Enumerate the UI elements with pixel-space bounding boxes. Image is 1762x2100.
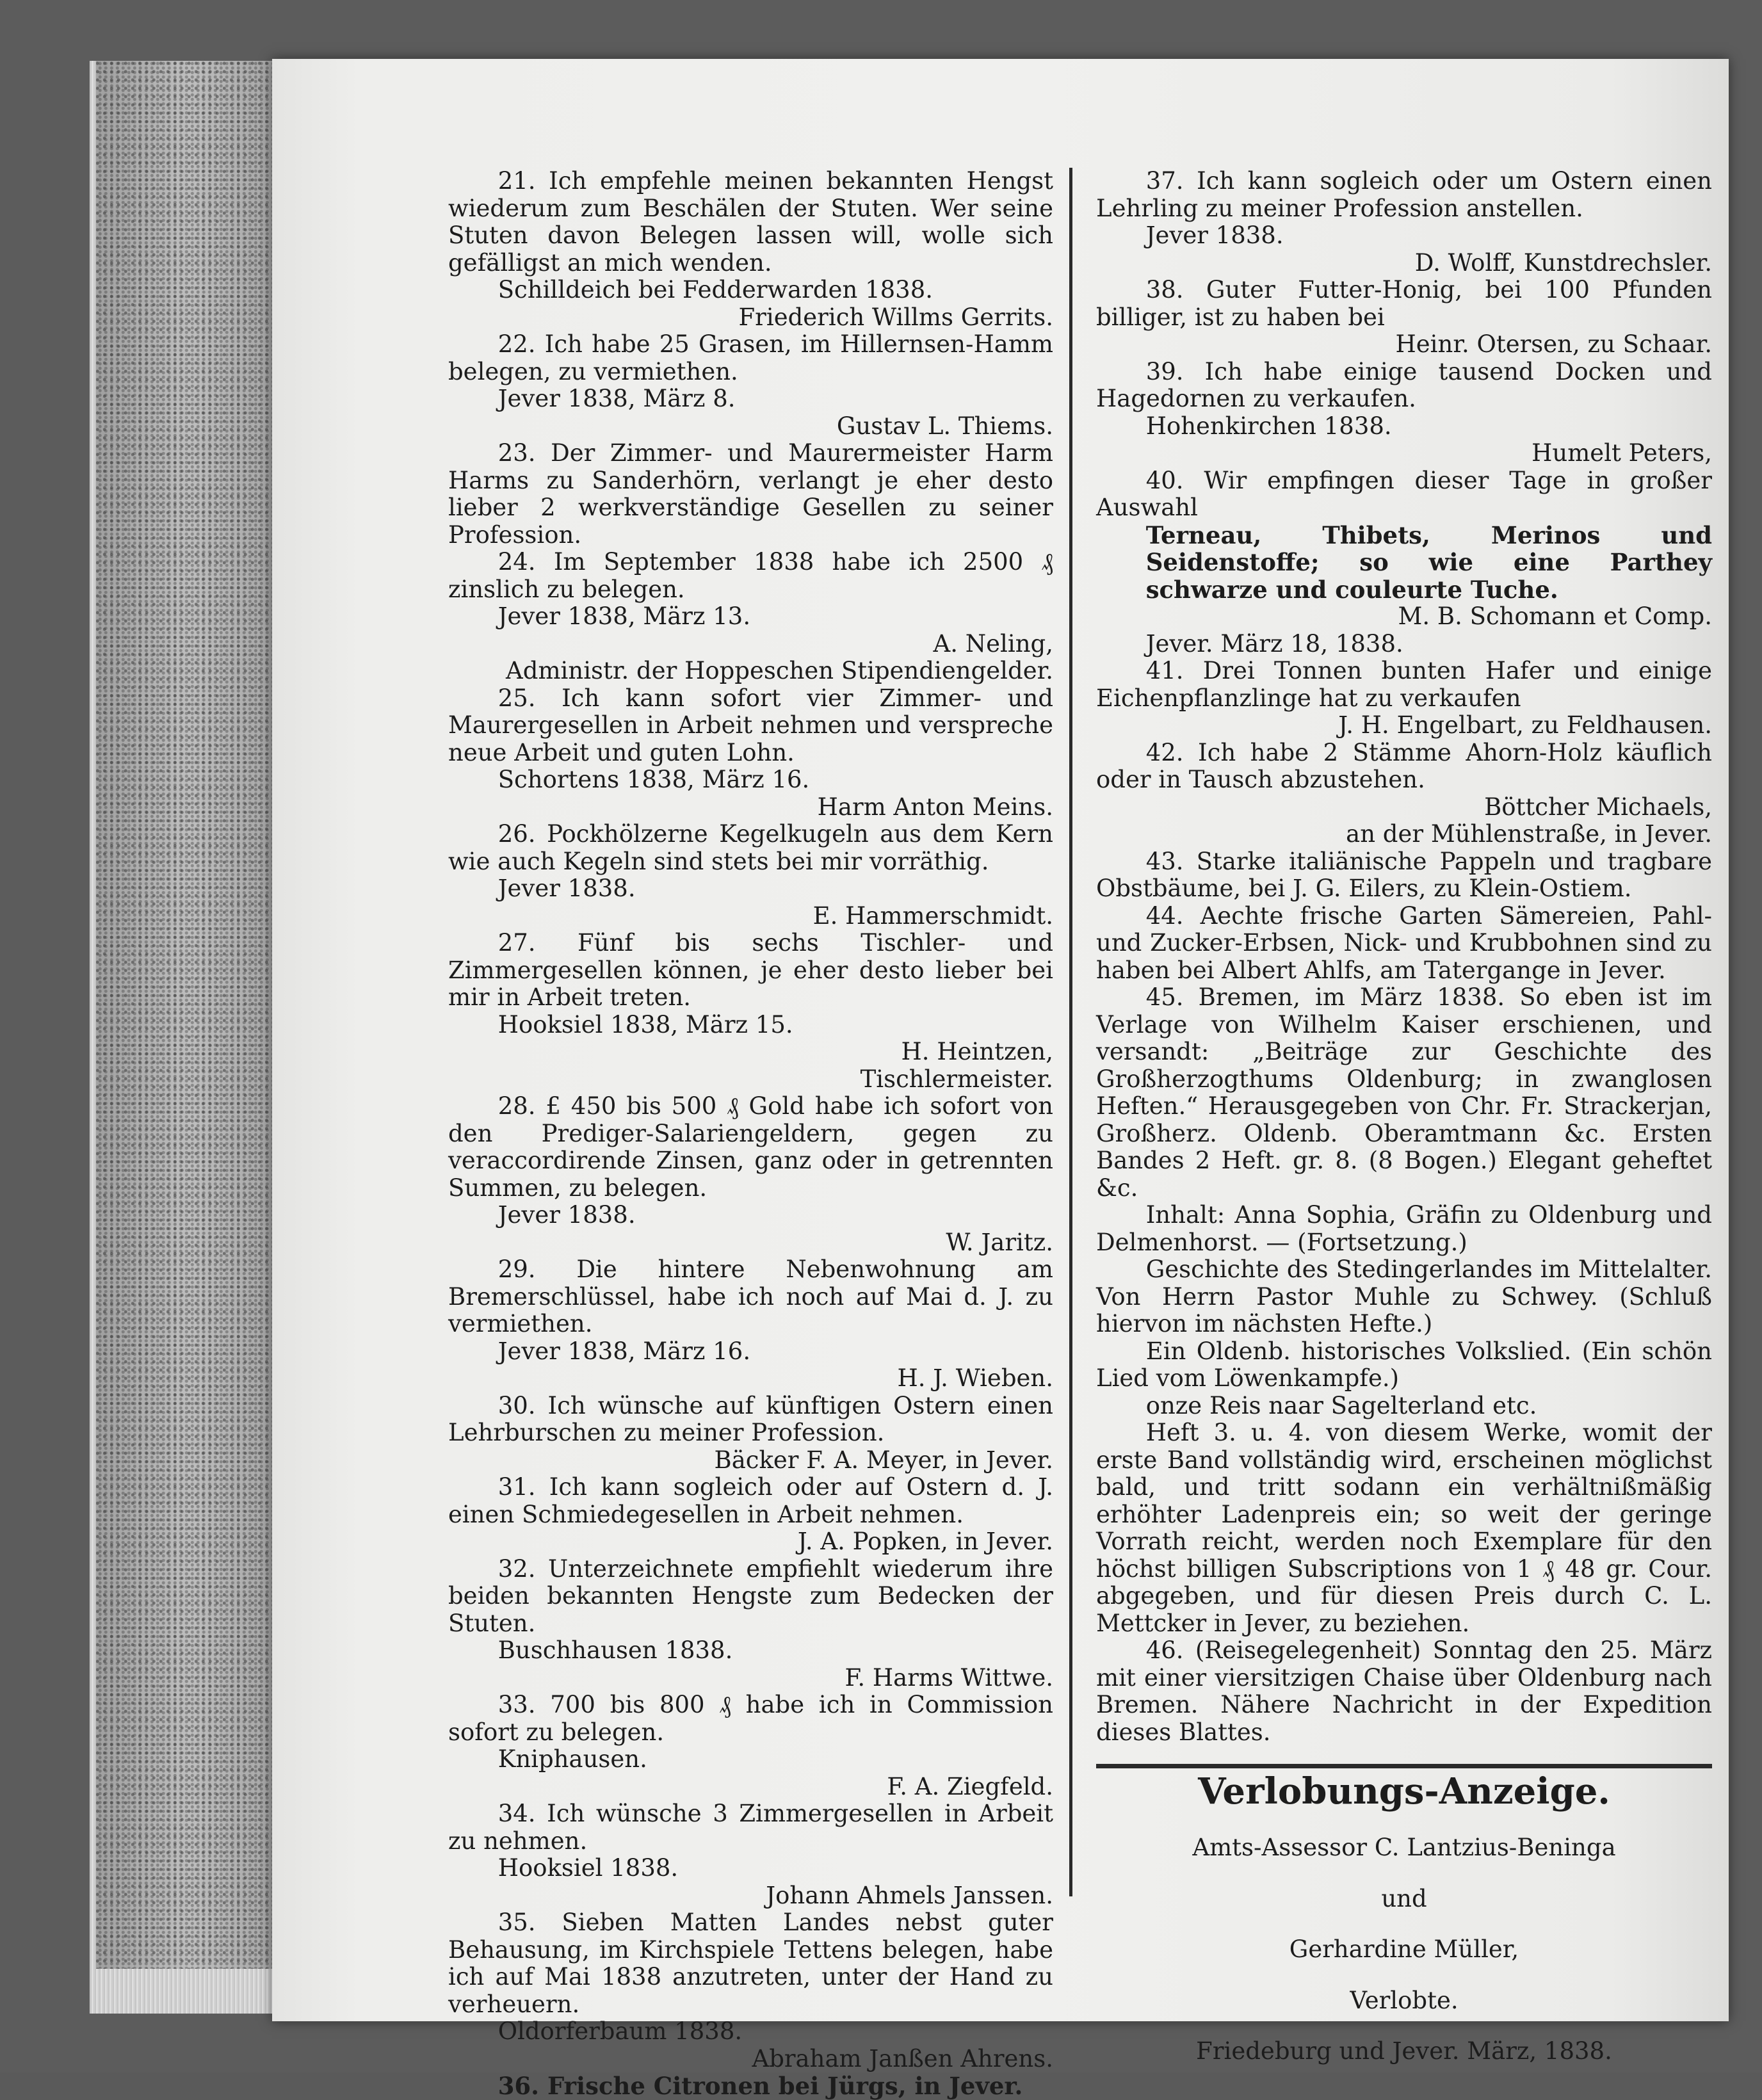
ad-text: 33. 700 bis 800 ₰ habe ich in Commission sofort zu belegen. bbox=[448, 1691, 1053, 1746]
ad-signature: D. Wolff, Kunstdrechsler. bbox=[1414, 248, 1712, 277]
left-column bbox=[448, 168, 1053, 2100]
ad-45 bbox=[1096, 984, 1712, 1637]
ad-38 bbox=[1096, 277, 1712, 359]
ad-place-date: Kniphausen. bbox=[497, 1745, 647, 1773]
ad-place-date: Hooksiel 1838, März 15. bbox=[497, 1010, 793, 1038]
ad-text: 27. Fünf bis sechs Tischler- und Zimmergesellen können, je eher desto lieber bei mir in Arbeit treten. bbox=[448, 929, 1053, 1011]
ad-text: 29. Die hintere Nebenwohnung am Bremerschlüssel, habe ich noch auf Mai d. J. zu vermiethen. bbox=[448, 1256, 1053, 1337]
ad-text: 23. Der Zimmer- und Maurermeister Harm Harms zu Sanderhörn, verlangt je eher desto lieber 2 werkverständige Gesellen zu seiner Profession. bbox=[448, 439, 1053, 549]
ad-28 bbox=[448, 1093, 1053, 1256]
ad-signature: W. Jaritz. bbox=[946, 1228, 1053, 1256]
ad-signature: F. A. Ziegfeld. bbox=[887, 1772, 1053, 1800]
ad-place-date: Jever 1838. bbox=[1145, 222, 1284, 249]
ad-text: 28. £ 450 bis 500 ₰ Gold habe ich sofort von den Prediger-Salariengeldern, gegen zu veraccordirende Zinsen, ganz oder in getrennten Summen, zu belegen. bbox=[448, 1092, 1053, 1202]
ad-text-line: Heft 3. u. 4. von diesem Werke, womit der erste Band vollständig wird, erscheinen möglichst bald, und tritt sodann ein verhältnißmäßig erhöhter Ladenpreis ein; so weit der geringe Vorrath reicht, werden noch Exemplare für den höchst billigen Subscriptions von 1 ₰ 48 gr. Cour. abgegeben, und für diesen Preis durch C. L. Mettcker in Jever, zu beziehen. bbox=[1096, 1419, 1712, 1637]
ad-33 bbox=[448, 1692, 1053, 1800]
ad-25 bbox=[448, 685, 1053, 821]
ad-text: 38. Guter Futter-Honig, bei 100 Pfunden billiger, ist zu haben bei bbox=[1096, 276, 1712, 331]
engagement-heading: Verlobungs-Anzeige. bbox=[1198, 1770, 1610, 1813]
ad-signature: Gustav L. Thiems. bbox=[836, 412, 1053, 440]
engagement-rule bbox=[1096, 1764, 1712, 1768]
ad-43 bbox=[1096, 848, 1712, 903]
ad-place-date: Jever 1838, März 8. bbox=[497, 385, 736, 412]
ad-text: 31. Ich kann sogleich oder auf Ostern d. J. einen Schmiedegesellen in Arbeit nehmen. bbox=[448, 1473, 1053, 1528]
ad-text-line: onze Reis naar Sagelterland etc. bbox=[1145, 1391, 1537, 1419]
ad-text-line: Inhalt: Anna Sophia, Gräfin zu Oldenburg und Delmenhorst. — (Fortsetzung.) bbox=[1096, 1201, 1712, 1256]
ad-text: 22. Ich habe 25 Grasen, im Hillernsen-Hamm belegen, zu vermiethen. bbox=[448, 330, 1053, 385]
ad-text: 32. Unterzeichnete empfiehlt wiederum ihre beiden bekannten Hengste zum Bedecken der Stuten. bbox=[448, 1555, 1053, 1637]
column-divider bbox=[1069, 168, 1072, 1896]
ad-text-line: Ein Oldenb. historisches Volkslied. (Ein schön Lied vom Löwenkampfe.) bbox=[1096, 1337, 1712, 1392]
ad-place-date: Schortens 1838, März 16. bbox=[497, 766, 810, 793]
ad-signature: M. B. Schomann et Comp. bbox=[1398, 602, 1712, 630]
ad-text: 44. Aechte frische Garten Sämereien, Pahl- und Zucker-Erbsen, Nick- und Krubbohnen sind zu haben bei Albert Ahlfs, am Tatergange in Jever. bbox=[1096, 901, 1712, 984]
ad-32 bbox=[448, 1556, 1053, 1692]
ad-35 bbox=[448, 1909, 1053, 2072]
ad-41 bbox=[1096, 658, 1712, 739]
ad-signature: J. A. Popken, in Jever. bbox=[797, 1528, 1053, 1555]
ad-34 bbox=[448, 1800, 1053, 1909]
ad-29 bbox=[448, 1256, 1053, 1393]
ad-text: 37. Ich kann sogleich oder um Ostern einen Lehrling zu meiner Profession anstellen. bbox=[1096, 167, 1712, 222]
ad-text: 35. Sieben Matten Landes nebst guter Behausung, im Kirchspiele Tettens belegen, habe ich auf Mai 1838 anzutreten, unter der Hand zu verheuern. bbox=[448, 1909, 1053, 2018]
engagement-line: Verlobte. bbox=[1350, 1986, 1459, 2014]
ad-signature: J. H. Engelbart, zu Feldhausen. bbox=[1338, 711, 1712, 739]
ad-text: 45. Bremen, im März 1838. So eben ist im Verlage von Wilhelm Kaiser erschienen, und versandt: „Beiträge zur Geschichte des Großherzogthums Oldenburg; in zwanglosen Heften.“ Herausgegeben von Chr. Fr. Strackerjan, Großherz. Oldenb. Oberamtmann &c. Ersten Bandes 2 Heft. gr. 8. (8 Bogen.) Elegant geheftet &c. bbox=[1096, 983, 1712, 1202]
engagement-line: Amts-Assessor C. Lantzius-Beninga bbox=[1192, 1834, 1616, 1861]
ad-text-line: Geschichte des Stedingerlandes im Mittelalter. Von Herrn Pastor Muhle zu Schwey. (Schluß hiervon im nächsten Hefte.) bbox=[1096, 1256, 1712, 1337]
ad-39 bbox=[1096, 359, 1712, 467]
ad-signature: Bäcker F. A. Meyer, in Jever. bbox=[714, 1446, 1053, 1474]
ad-signature: A. Neling, bbox=[933, 629, 1053, 658]
ad-text: 34. Ich wünsche 3 Zimmergesellen in Arbeit zu nehmen. bbox=[448, 1800, 1053, 1855]
ad-31 bbox=[448, 1474, 1053, 1556]
ad-37 bbox=[1096, 168, 1712, 277]
ad-signature: Humelt Peters, bbox=[1532, 439, 1712, 467]
ad-signature: Böttcher Michaels, bbox=[1484, 793, 1712, 821]
ad-text: 26. Pockhölzerne Kegelkugeln aus dem Kern wie auch Kegeln sind stets bei mir vorräthig. bbox=[448, 820, 1053, 875]
ad-text: 39. Ich habe einige tausend Docken und Hagedornen zu verkaufen. bbox=[1096, 357, 1712, 412]
ad-place-date: Jever 1838. bbox=[497, 1201, 636, 1229]
ad-30 bbox=[448, 1393, 1053, 1474]
ad-21 bbox=[448, 168, 1053, 331]
ad-27 bbox=[448, 930, 1053, 1093]
ad-23 bbox=[448, 440, 1053, 549]
ad-40 bbox=[1096, 467, 1712, 658]
ad-22 bbox=[448, 331, 1053, 440]
ad-text: 30. Ich wünsche auf künftigen Ostern einen Lehrburschen zu meiner Profession. bbox=[448, 1391, 1053, 1446]
ad-signature: F. Harms Wittwe. bbox=[845, 1663, 1053, 1692]
ad-text: 43. Starke italiänische Pappeln und tragbare Obstbäume, bei J. G. Eilers, zu Klein-Ostiem. bbox=[1096, 847, 1712, 902]
ad-text: 21. Ich empfehle meinen bekannten Hengst wiederum zum Beschälen der Stuten. Wer seine Stuten davon Belegen lassen will, wolle sich gefälligst an mich wenden. bbox=[448, 167, 1053, 277]
ad-text: 46. (Reisegelegenheit) Sonntag den 25. März mit einer viersitzigen Chaise über Oldenburg nach Bremen. Nähere Nachricht in der Expedition dieses Blattes. bbox=[1096, 1636, 1712, 1746]
ad-44 bbox=[1096, 903, 1712, 985]
ad-signature: Tischlermeister. bbox=[860, 1065, 1053, 1093]
ad-signature: Johann Ahmels Janssen. bbox=[766, 1881, 1053, 1909]
ad-signature: H. J. Wieben. bbox=[897, 1364, 1053, 1392]
ad-signature: Heinr. Otersen, zu Schaar. bbox=[1395, 330, 1712, 358]
ad-text: 40. Wir empfingen dieser Tage in großer Auswahl bbox=[1096, 466, 1712, 521]
ad-signature: E. Hammerschmidt. bbox=[812, 901, 1053, 930]
ad-36 bbox=[448, 2072, 1053, 2100]
ad-24 bbox=[448, 549, 1053, 685]
ad-text: 36. Frische Citronen bei Jürgs, in Jever. bbox=[497, 2072, 1023, 2100]
ad-text: 41. Drei Tonnen bunten Hafer und einige Eichenpflanzlinge hat zu verkaufen bbox=[1096, 657, 1712, 712]
ad-signature: Friederich Willms Gerrits. bbox=[738, 303, 1053, 331]
ad-place-date: Jever. März 18, 1838. bbox=[1145, 629, 1403, 658]
ad-text: 24. Im September 1838 habe ich 2500 ₰ zinslich zu belegen. bbox=[448, 548, 1053, 603]
ad-place-date: Hohenkirchen 1838. bbox=[1145, 412, 1392, 440]
ad-place-date: Jever 1838. bbox=[497, 875, 636, 902]
ad-signature: Administr. der Hoppeschen Stipendiengelder. bbox=[506, 657, 1053, 684]
marbled-book-edge bbox=[96, 61, 282, 1969]
ad-place-date: Jever 1838, März 13. bbox=[497, 602, 751, 630]
ad-place-date: Buschhausen 1838. bbox=[497, 1636, 733, 1664]
ad-46 bbox=[1096, 1637, 1712, 1746]
ad-highlight: Terneau, Thibets, Merinos und Seidenstoffe; so wie eine Parthey schwarze und couleurte Tuche. bbox=[1145, 521, 1712, 604]
engagement-line: Gerhardine Müller, bbox=[1289, 1935, 1519, 1963]
ad-26 bbox=[448, 821, 1053, 930]
engagement-line: und bbox=[1381, 1884, 1427, 1912]
right-column bbox=[1096, 168, 1712, 2089]
ad-signature: an der Mühlenstraße, in Jever. bbox=[1346, 820, 1712, 848]
ad-place-date: Schilldeich bei Fedderwarden 1838. bbox=[497, 276, 934, 303]
ad-text: 25. Ich kann sofort vier Zimmer- und Maurergesellen in Arbeit nehmen und verspreche neue Arbeit und guten Lohn. bbox=[448, 684, 1053, 766]
ad-text: 42. Ich habe 2 Stämme Ahorn-Holz käuflich oder in Tausch abzustehen. bbox=[1096, 738, 1712, 793]
ad-place-date: Hooksiel 1838. bbox=[497, 1854, 679, 1882]
ad-signature: Harm Anton Meins. bbox=[817, 793, 1053, 821]
ad-signature: Abraham Janßen Ahrens. bbox=[752, 2044, 1053, 2072]
ad-signature: H. Heintzen, bbox=[901, 1038, 1053, 1065]
ad-42 bbox=[1096, 739, 1712, 848]
ad-place-date: Jever 1838, März 16. bbox=[497, 1337, 751, 1365]
ad-place-date: Oldorferbaum 1838. bbox=[497, 2017, 743, 2045]
engagement-line: Friedeburg und Jever. März, 1838. bbox=[1196, 2037, 1612, 2065]
